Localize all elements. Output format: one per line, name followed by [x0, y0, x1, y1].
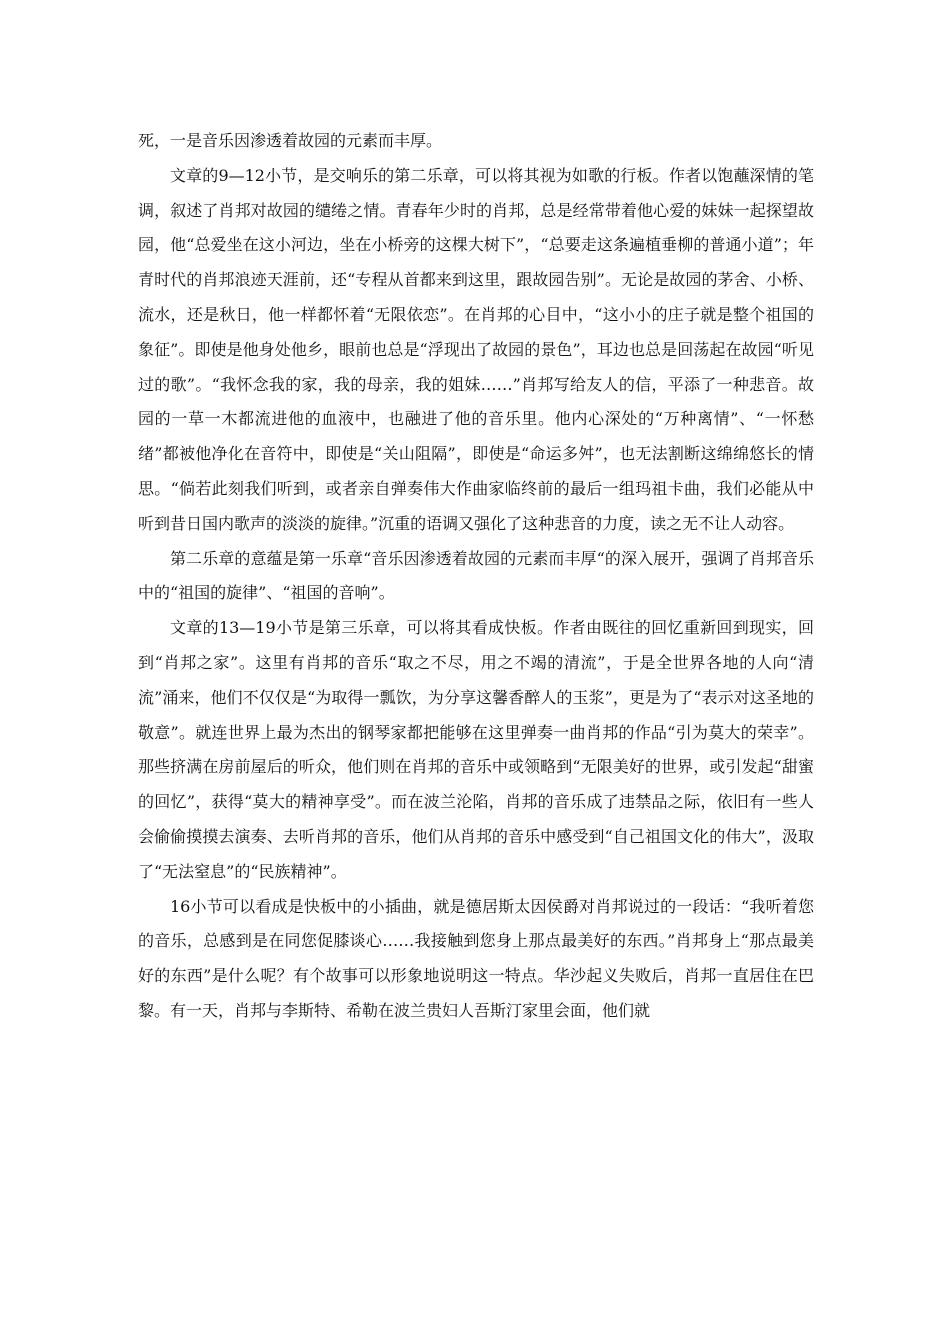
paragraph-2: 文章的9—12小节，是交响乐的第二乐章，可以将其视为如歌的行板。作者以饱蘸深情的笔调，叙述了肖邦对故园的缱绻之情。青春年少时的肖邦，总是经常带着他心爱的妹妹一起探望故园，他“总爱坐在这小河边，坐在小桥旁的这棵大树下”，“总要走这条遍植垂柳的普通小道”；年青时代的肖邦浪迹天涯前，还“专程从首都来到这里，跟故园告别”。无论是故园的茅舍、小桥、流水，还是秋日，他一样都怀着“无限依恋”。在肖邦的心目中，“这小小的庄子就是整个祖国的象征”。即使是他身处他乡，眼前也总是“浮现出了故园的景色”，耳边也总是回荡起在故园“听见过的歌”。“我怀念我的家，我的母亲，我的姐妹……”肖邦写给友人的信，平添了一种悲音。故园的一草一木都流进他的血液中，也融进了他的音乐里。他内心深处的“万种离情”、“一怀愁绪”都被他净化在音符中，即使是“关山阻隔”，即使是“命运多舛”，也无法割断这绵绵悠长的情思。“倘若此刻我们听到，或者亲自弹奏伟大作曲家临终前的最后一组玛祖卡曲，我们必能从中听到昔日国内歌声的淡淡的旋律。”沉重的语调又强化了这种悲音的力度，读之无不让人动容。 — [138, 165, 814, 533]
document-body — [138, 124, 814, 1029]
paragraph-1: 死，一是音乐因渗透着故园的元素而丰厚。 — [138, 131, 443, 150]
paragraph-5: 16小节可以看成是快板中的小插曲，就是德居斯太因侯爵对肖邦说过的一段话：“我听着您的音乐，总感到是在同您促膝谈心……我接触到您身上那点最美好的东西。”肖邦身上“那点最美好的东西”是什么呢？有个故事可以形象地说明这一特点。华沙起义失败后，肖邦一直居住在巴黎。有一天，肖邦与李斯特、希勒在波兰贵妇人吾斯汀家里会面，他们就 — [138, 896, 814, 1020]
paragraph-3: 第二乐章的意蕴是第一乐章“音乐因渗透着故园的元素而丰厚“的深入展开，强调了肖邦音乐中的“祖国的旋律”、“祖国的音响”。 — [138, 548, 814, 603]
paragraph-4: 文章的13—19小节是第三乐章，可以将其看成快板。作者由既往的回忆重新回到现实，回到“肖邦之家”。这里有肖邦的音乐“取之不尽，用之不竭的清流”，于是全世界各地的人向“清流”涌来，他们不仅仅是“为取得一瓢饮，为分享这馨香醉人的玉浆”，更是为了“表示对这圣地的敬意”。就连世界上最为杰出的钢琴家都把能够在这里弹奏一曲肖邦的作品“引为莫大的荣幸”。那些挤满在房前屋后的听众，他们则在肖邦的音乐中或领略到“无限美好的世界，或引发起“甜蜜的回忆”，获得“莫大的精神享受”。而在波兰沦陷，肖邦的音乐成了违禁品之际，依旧有一些人会偷偷摸摸去演奏、去听肖邦的音乐，他们从肖邦的音乐中感受到“自己祖国文化的伟大”，汲取了“无法窒息”的“民族精神”。 — [138, 618, 814, 881]
